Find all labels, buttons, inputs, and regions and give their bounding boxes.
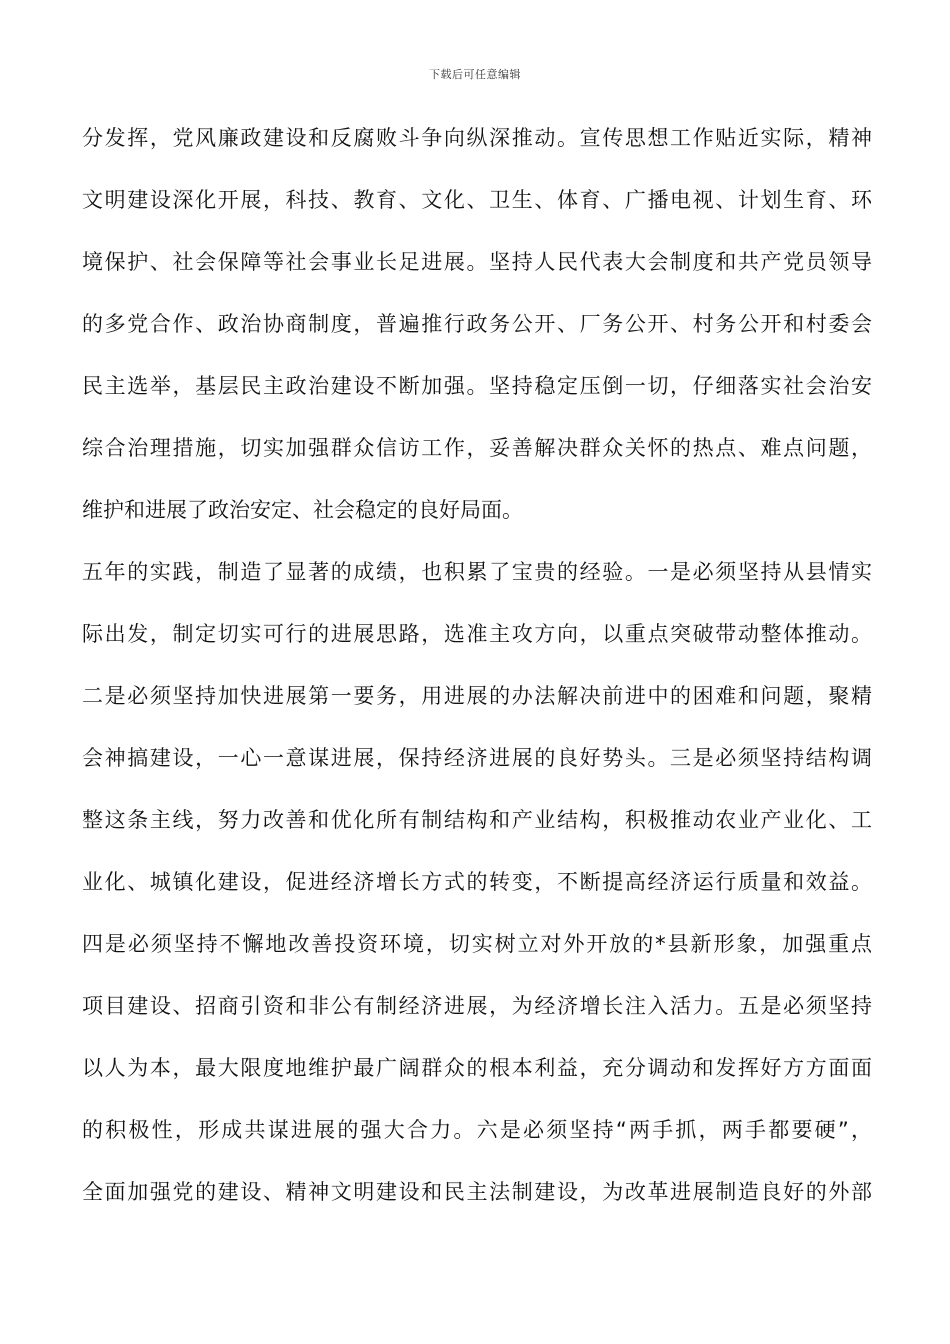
text-line: 二是必须坚持加快进展第一要务，用进展的办法解决前进中的困难和问题，聚精 <box>82 684 872 708</box>
text-line: 业化、城镇化建设，促进经济增长方式的转变，不断提高经济运行质量和效益。 <box>82 870 872 894</box>
text-line: 整这条主线，努力改善和优化所有制结构和产业结构，积极推动农业产业化、工 <box>82 808 872 832</box>
text-line: 的多党合作、政治协商制度，普遍推行政务公开、厂务公开、村务公开和村委会 <box>82 312 872 336</box>
text-line: 文明建设深化开展，科技、教育、文化、卫生、体育、广播电视、计划生育、环 <box>82 188 872 212</box>
text-line: 项目建设、招商引资和非公有制经济进展，为经济增长注入活力。五是必须坚持 <box>82 994 872 1018</box>
document-body <box>82 116 872 1232</box>
page-header: 下载后可任意编辑 <box>429 68 521 81</box>
paragraph <box>82 550 872 1232</box>
text-line: 际出发，制定切实可行的进展思路，选准主攻方向，以重点突破带动整体推动。 <box>82 622 872 646</box>
text-line: 民主选举，基层民主政治建设不断加强。坚持稳定压倒一切，仔细落实社会治安 <box>82 374 872 398</box>
text-line: 境保护、社会保障等社会事业长足进展。坚持人民代表大会制度和共产党员领导 <box>82 250 872 274</box>
text-line: 分发挥，党风廉政建设和反腐败斗争向纵深推动。宣传思想工作贴近实际，精神 <box>82 126 872 150</box>
text-line: 四是必须坚持不懈地改善投资环境，切实树立对外开放的*县新形象，加强重点 <box>82 932 872 956</box>
text-line: 的积极性，形成共谋进展的强大合力。六是必须坚持“两手抓，两手都要硬”， <box>82 1118 872 1142</box>
text-line: 以人为本，最大限度地维护最广阔群众的根本利益，充分调动和发挥好方方面面 <box>82 1056 872 1080</box>
text-line: 五年的实践，制造了显著的成绩，也积累了宝贵的经验。一是必须坚持从县情实 <box>82 560 872 584</box>
text-line: 综合治理措施，切实加强群众信访工作，妥善解决群众关怀的热点、难点问题， <box>82 436 872 460</box>
text-line: 全面加强党的建设、精神文明建设和民主法制建设，为改革进展制造良好的外部 <box>82 1180 872 1204</box>
text-line: 会神搞建设，一心一意谋进展，保持经济进展的良好势头。三是必须坚持结构调 <box>82 746 872 770</box>
paragraph <box>82 116 872 550</box>
text-line: 维护和进展了政治安定、社会稳定的良好局面。 <box>82 498 523 522</box>
